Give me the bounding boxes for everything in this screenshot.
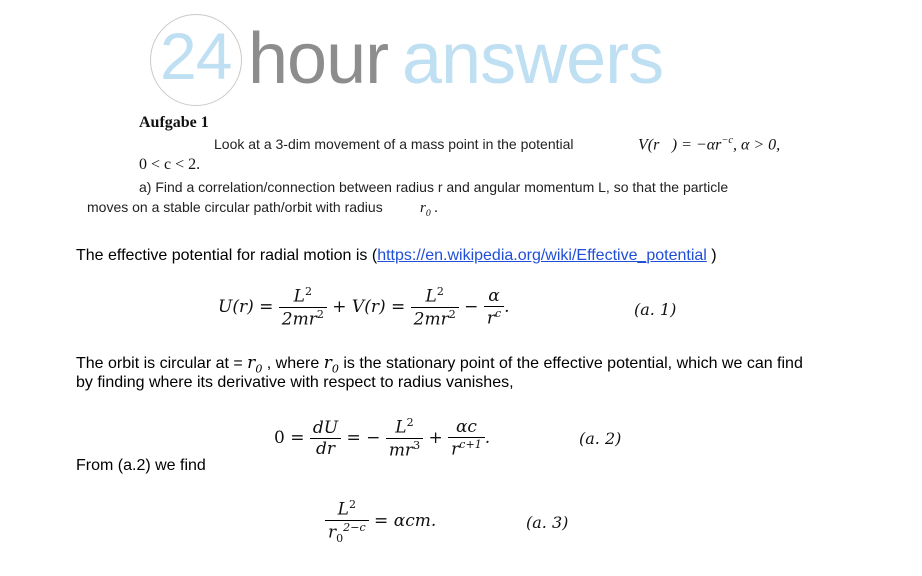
task-line-1: Look at a 3-dim movement of a mass point in the potential — [214, 136, 574, 152]
intro-close: ) — [706, 247, 717, 264]
task-condition: 0 < c < 2. — [139, 156, 201, 173]
logo-number: 24 — [160, 19, 232, 93]
orbit-text-a: The orbit is circular at = — [76, 355, 248, 372]
r0-symbol: $r_0$ — [247, 353, 263, 376]
orbit-line-2: by finding where its derivative with respect to radius vanishes, — [76, 374, 514, 391]
task-radius-symbol: $r_0$ . — [420, 200, 439, 219]
task-potential: V(r⃗) = $-\alpha r^{-c}$, α > 0, — [638, 135, 781, 154]
orbit-line-1 — [76, 353, 803, 375]
equation-a3: $\frac{L^2}{r_0^{2-c}}$ = αcm. — [325, 498, 436, 545]
equation-a2: 0 = $\frac{dU}{dr}$ = − $\frac{L^2}{mr^3}$ + $\frac{\alpha c}{r^{c+1}}$ . — [274, 416, 491, 461]
r0-symbol-2: $r_0$ — [323, 353, 339, 376]
task-part-a-line2: moves on a stable circular path/orbit with radius — [87, 199, 383, 215]
logo-word-hour: hour — [248, 19, 389, 99]
task-heading: Aufgabe 1 — [139, 114, 209, 131]
intro-text: The effective potential for radial motion is ( — [76, 247, 378, 264]
part-a-label: a) — [139, 179, 152, 195]
orbit-text-c: is the stationary point of the effective potential, which we can find — [338, 355, 803, 372]
equation-a1: U(r) = $\frac{L^2}{2mr^2}$ + V(r) = $\frac{L^2}{2mr^2}$ − $\frac{\alpha}{r^c}$ . — [218, 285, 510, 330]
intro-line — [76, 247, 717, 265]
from-text: From (a.2) we find — [76, 457, 206, 474]
equation-a3-label: (a. 3) — [526, 513, 569, 532]
equation-a2-label: (a. 2) — [579, 429, 622, 448]
equation-a1-label: (a. 1) — [634, 300, 677, 319]
orbit-text-b: , where — [262, 355, 324, 372]
logo-word-answers: answers — [402, 19, 664, 99]
task-part-a — [139, 179, 728, 195]
wikipedia-link[interactable]: https://en.wikipedia.org/wiki/Effective_potential — [377, 247, 707, 264]
part-a-text: Find a correlation/connection between radius r and angular momentum L, so that the particle — [155, 179, 729, 195]
